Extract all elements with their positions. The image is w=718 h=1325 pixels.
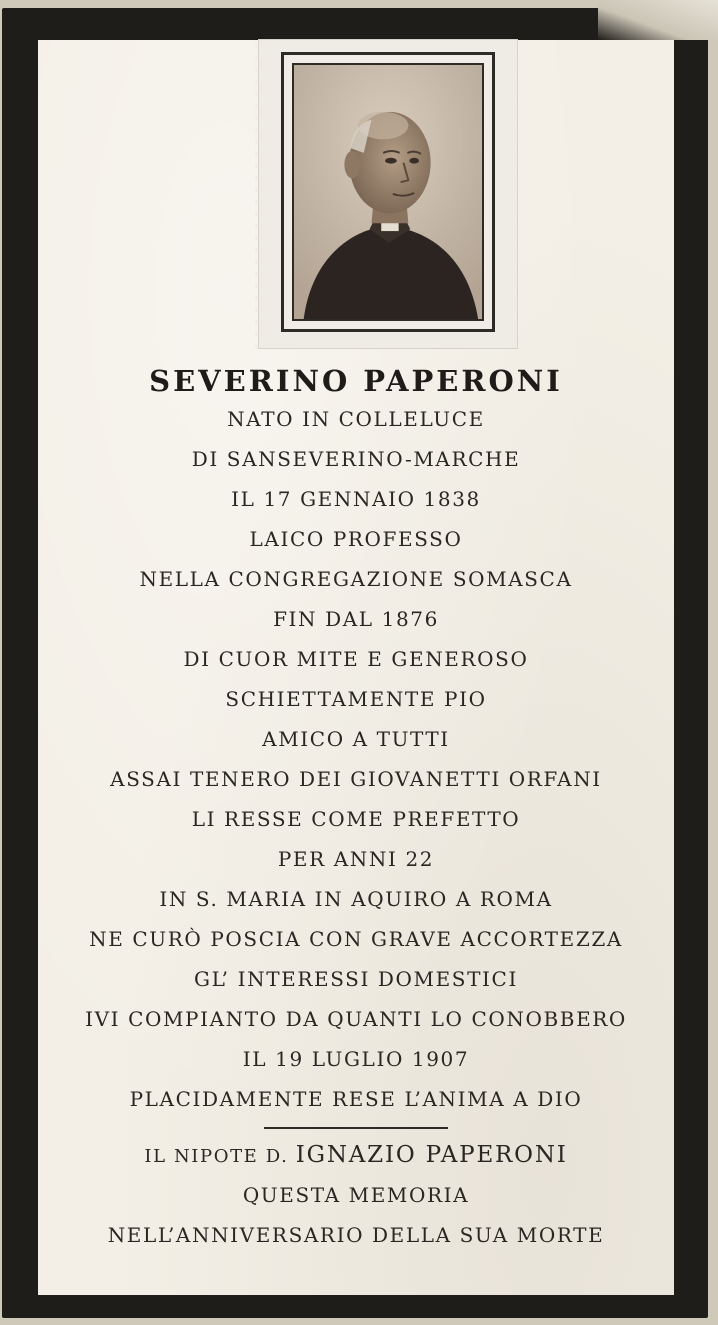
dedication-prefix: IL NIPOTE D.: [144, 1146, 296, 1167]
portrait-image: [294, 65, 482, 319]
piety-line: SCHIETTAMENTE PIO: [225, 687, 487, 711]
character-line: DI CUOR MITE E GENEROSO: [183, 647, 529, 671]
since-year-line: FIN DAL 1876: [273, 607, 439, 631]
location-line: IN S. MARIA IN AQUIRO A ROMA: [159, 887, 553, 911]
orphans-line: ASSAI TENERO DEI GIOVANETTI ORFANI: [110, 767, 602, 791]
death-date-line: IL 19 LUGLIO 1907: [242, 1047, 470, 1071]
deceased-name: SEVERINO PAPERONI: [149, 364, 563, 398]
portrait-stamp: [259, 40, 517, 348]
birthplace-region-line: DI SANSEVERINO-MARCHE: [191, 447, 521, 471]
worn-corner: [598, 0, 718, 40]
dedication-anniversary-line: NELL’ANNIVERSARIO DELLA SUA MORTE: [107, 1223, 605, 1247]
dedication-memory-line: QUESTA MEMORIA: [242, 1183, 470, 1207]
epitaph-text: [38, 360, 674, 1255]
portrait-photo: [292, 63, 484, 321]
congregation-line: NELLA CONGREGAZIONE SOMASCA: [139, 567, 573, 591]
dedication-line: [38, 1135, 674, 1175]
religious-status-line: LAICO PROFESSO: [249, 527, 463, 551]
friendship-line: AMICO A TUTTI: [262, 727, 450, 751]
care-line: NE CURÒ POSCIA CON GRAVE ACCORTEZZA: [89, 927, 623, 951]
prefect-line: LI RESSE COME PREFETTO: [191, 807, 521, 831]
birth-date-line: IL 17 GENNAIO 1838: [231, 487, 481, 511]
birthplace-line: NATO IN COLLELUCE: [227, 407, 485, 431]
portrait-frame: [281, 52, 495, 332]
years-line: PER ANNI 22: [277, 847, 435, 871]
divider-rule: [264, 1127, 448, 1129]
mourned-line: IVI COMPIANTO DA QUANTI LO CONOBBERO: [85, 1007, 627, 1031]
domestic-line: GL’ INTERESSI DOMESTICI: [194, 967, 518, 991]
final-line: PLACIDAMENTE RESE L’ANIMA A DIO: [129, 1087, 583, 1111]
nephew-name: IGNAZIO PAPERONI: [295, 1142, 568, 1168]
